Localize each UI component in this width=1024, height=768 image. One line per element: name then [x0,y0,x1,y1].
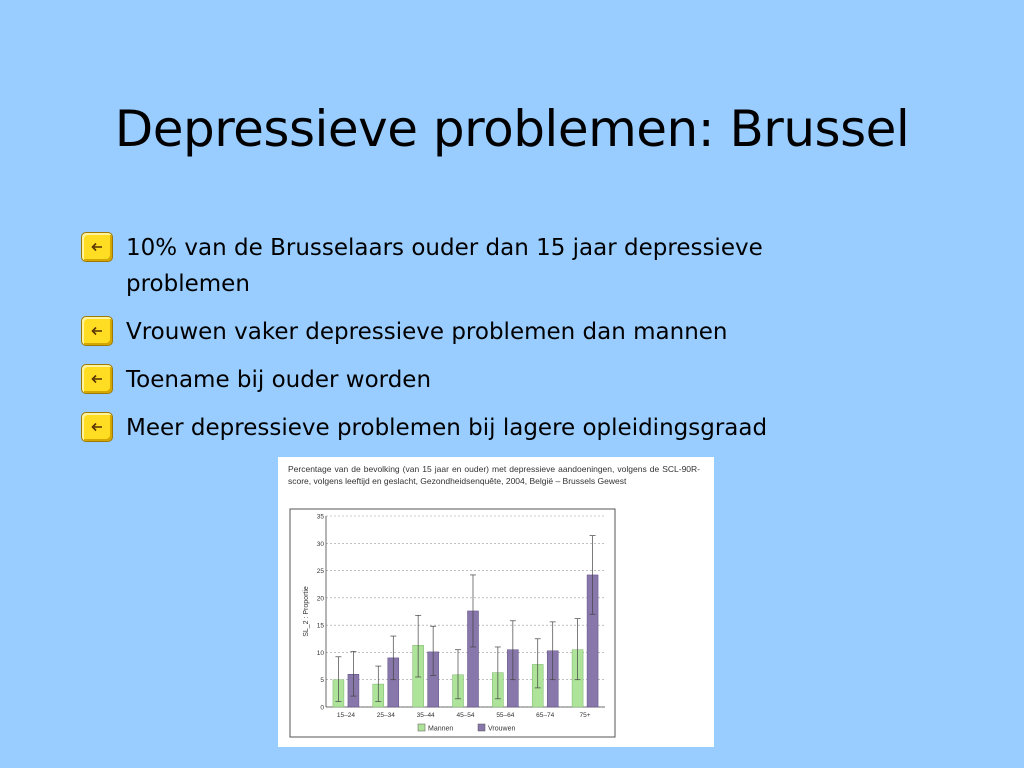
bullet-item [80,314,840,350]
bullet-list [80,230,840,458]
bullet-item [80,230,840,302]
bar-chart [278,457,714,747]
bullet-text: 10% van de Brusselaars ouder dan 15 jaar depressieve problemen [126,235,763,297]
bullet-item [80,362,840,398]
y-tick-label: 5 [320,677,324,685]
y-tick-label: 30 [316,540,324,548]
arrow-left-icon [81,232,113,262]
y-tick-label: 0 [320,704,324,712]
bullet-item [80,410,840,446]
x-tick-label: 75+ [579,712,591,719]
bullet-text: Meer depressieve problemen bij lagere opleidingsgraad [126,415,768,441]
x-tick-label: 45–54 [456,712,475,719]
y-tick-label: 20 [316,595,324,603]
y-tick-label: 10 [316,649,324,657]
legend-swatch-vrouwen [478,724,485,731]
bullet-text: Toename bij ouder worden [126,367,432,393]
arrow-left-icon [81,316,113,346]
chart-caption: Percentage van de bevolking (van 15 jaar en ouder) met depressieve aandoeningen, volgens de SCL-90R-score, volgens leeftijd en geslacht, Gezondheidsenquête, 2004, België – Brussels Gewest [288,464,700,486]
chart-figure [278,457,714,747]
x-tick-label: 25–34 [376,712,395,719]
slide-title: Depressieve problemen: Brussel [114,100,910,158]
arrow-left-icon [81,364,113,394]
arrow-left-icon [81,412,113,442]
legend-swatch-mannen [418,724,425,731]
legend-label-vrouwen: Vrouwen [488,725,516,733]
legend-label-mannen: Mannen [428,725,454,733]
y-tick-label: 25 [316,568,324,576]
x-tick-label: 65–74 [536,712,555,719]
y-axis-label: SL_2 : Proportie [303,586,310,637]
y-tick-label: 35 [316,513,324,521]
x-tick-label: 55–64 [496,712,515,719]
x-tick-label: 35–44 [416,712,435,719]
y-tick-label: 15 [316,622,324,630]
x-tick-label: 15–24 [336,712,355,719]
bullet-text: Vrouwen vaker depressieve problemen dan mannen [126,319,728,345]
